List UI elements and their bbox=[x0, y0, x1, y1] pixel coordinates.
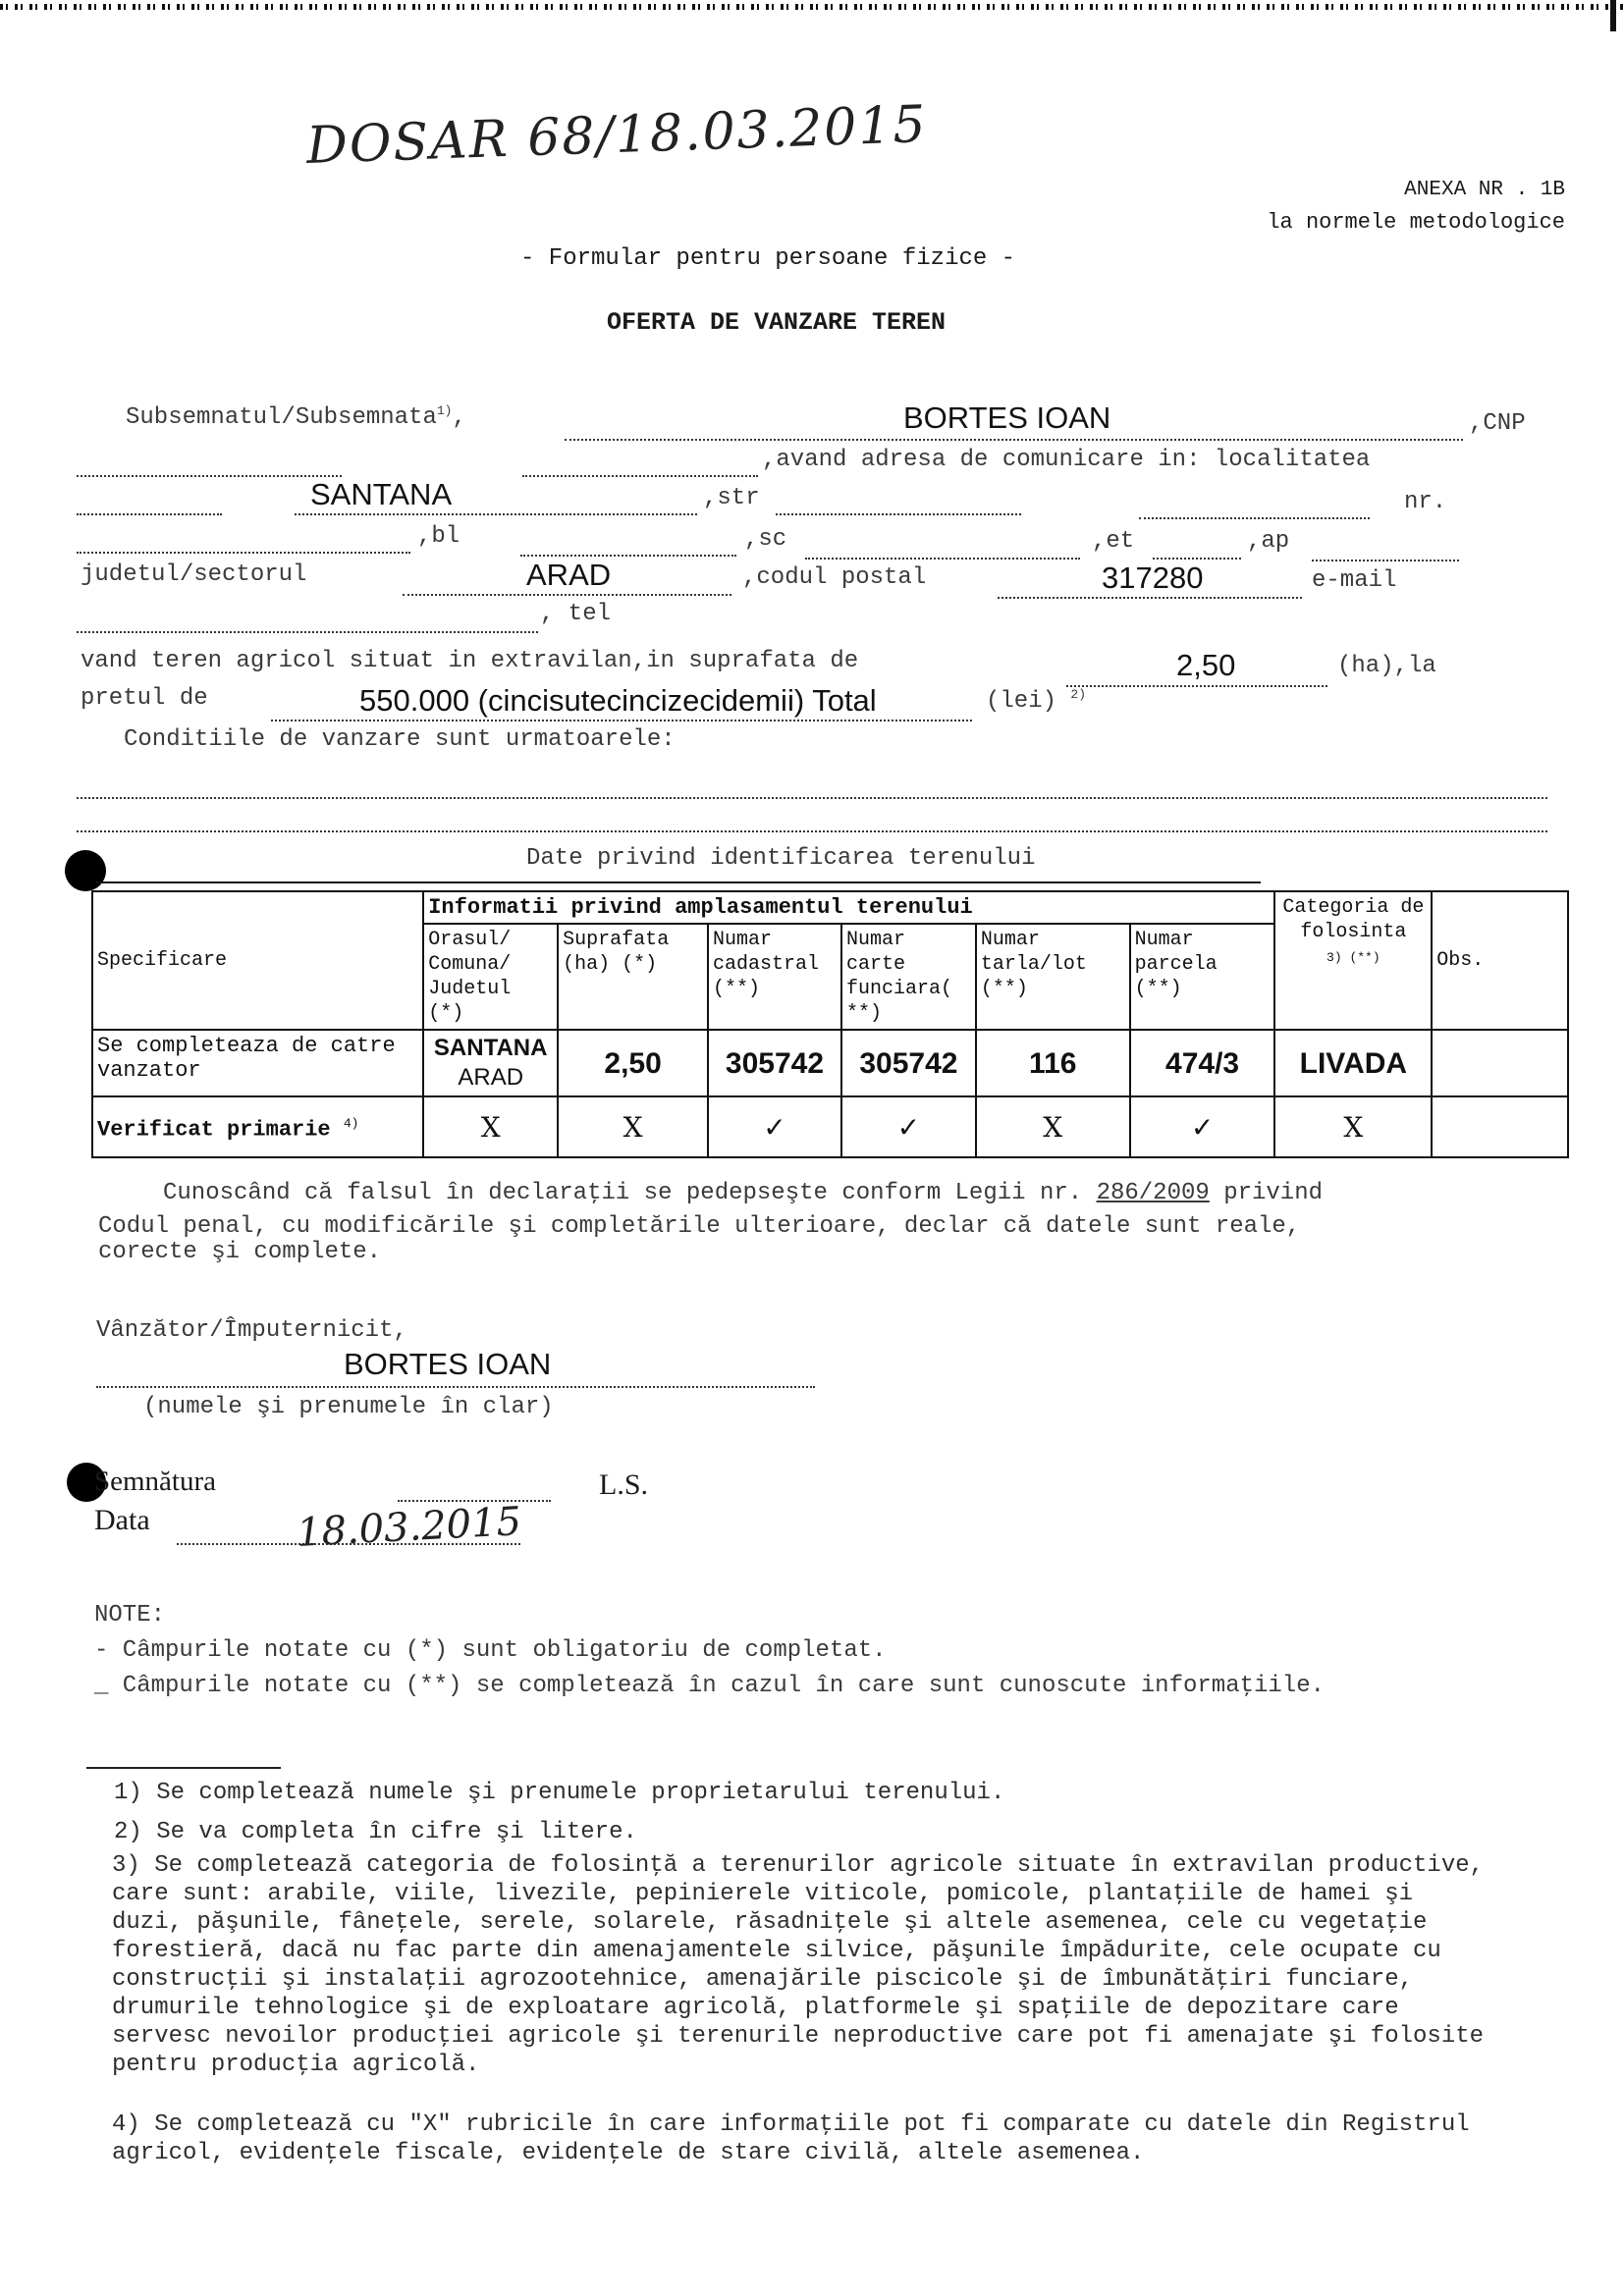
header-locality: Orasul/ Comuna/ Judetul (*) bbox=[423, 924, 558, 1030]
label-conditions: Conditiile de vanzare sunt urmatoarele: bbox=[124, 726, 676, 753]
footnote-4: 4) Se completează cu "X" rubricile în care informaţiile pot fi comparate cu datele din Registrul agricol, evidenţele fiscale, evidenţele de stare civilă, altele asemenea. bbox=[112, 2111, 1470, 2166]
footnote-1: 1) Se completează numele şi prenumele proprietarului terenului. bbox=[114, 1780, 1005, 1806]
cell-obs-verified bbox=[1432, 1096, 1568, 1157]
footnote-3: 3) Se completează categoria de folosinţă a terenurilor agricole situate în extravilan productive, care sunt: arabile, viile, livezile, pepinierele viticole, pomicole, plantaţiile de hamei şi duzi, păşunile, fâneţele, serele, solarele, răsadniţele şi altele asemenea, cele cu vegetaţie forestieră, dacă nu fac parte din amenajamentele silvice, păşunile împădurite, cele ocupate cu construcţii şi instalaţii agrozootehnice, amenajările piscicole şi de îmbunătăţiri funciare, drumurile tehnologice şi de exploatare agricolă, platformele şi spaţiile de depozitare care servesc nevoilor producţiei agricole şi terenurile neproductive care pot fi amenajate şi folosite pentru producţia agricolă. bbox=[112, 1852, 1485, 2078]
label-address: ,avand adresa de comunicare in: localitatea bbox=[762, 447, 1371, 473]
note-required: - Câmpurile notate cu (*) sunt obligatoriu de completat. bbox=[94, 1637, 887, 1664]
seal-label: L.S. bbox=[599, 1468, 649, 1501]
header-specificare: Specificare bbox=[92, 891, 423, 1030]
label-cnp: ,CNP bbox=[1469, 410, 1526, 437]
header-plot-lot: Numar tarla/lot (**) bbox=[976, 924, 1130, 1030]
label-ap: ,ap bbox=[1247, 528, 1290, 555]
check-mark-locality: X bbox=[423, 1096, 558, 1157]
field-postal-code: 317280 bbox=[1102, 561, 1204, 595]
land-identification-table bbox=[91, 890, 1569, 1158]
seller-label: Vânzător/Împuternicit, bbox=[96, 1317, 407, 1344]
table-caption: Date privind identificarea terenului bbox=[526, 845, 1036, 872]
label-price: pretul de bbox=[81, 685, 208, 712]
declaration-line-3: corecte şi complete. bbox=[98, 1239, 382, 1265]
cell-plot-lot: 116 bbox=[976, 1030, 1130, 1096]
check-mark-parcel: ✓ bbox=[1130, 1096, 1275, 1157]
cell-locality: SANTANA ARAD bbox=[423, 1030, 558, 1096]
label-tel: , tel bbox=[540, 601, 612, 627]
row-label-seller: Se completeaza de catre vanzator bbox=[92, 1030, 423, 1096]
date-label: Data bbox=[94, 1504, 150, 1536]
header-land-book: Numar carte funciara( **) bbox=[841, 924, 976, 1030]
label-email: e-mail bbox=[1312, 567, 1397, 594]
cell-parcel: 474/3 bbox=[1130, 1030, 1275, 1096]
header-location-group: Informatii privind amplasamentul terenului bbox=[423, 891, 1274, 924]
label-bl: ,bl bbox=[417, 523, 460, 550]
check-mark-area: X bbox=[558, 1096, 708, 1157]
header-obs: Obs. bbox=[1432, 891, 1568, 1030]
field-full-name: BORTES IOAN bbox=[903, 400, 1111, 435]
date-value-handwritten: 18.03.2015 bbox=[295, 1499, 523, 1556]
punch-hole-mark bbox=[65, 850, 106, 891]
label-judet: judetul/sectorul bbox=[81, 561, 307, 588]
header-area: Suprafata (ha) (*) bbox=[558, 924, 708, 1030]
name-hint: (numele şi prenumele în clar) bbox=[143, 1394, 554, 1420]
label-sc: ,sc bbox=[744, 526, 787, 553]
label-postal-code: ,codul postal bbox=[742, 564, 927, 591]
field-judet: ARAD bbox=[526, 558, 612, 592]
cell-obs bbox=[1432, 1030, 1568, 1096]
label-str: ,str bbox=[703, 485, 760, 511]
seller-name: BORTES IOAN bbox=[344, 1347, 552, 1381]
note-optional: _ Câmpurile notate cu (**) se completează în cazul în care sunt cunoscute informaţiile. bbox=[94, 1673, 1326, 1699]
cell-area: 2,50 bbox=[558, 1030, 708, 1096]
label-subsemnat: Subsemnatul/Subsemnata$^{1)}$, bbox=[126, 403, 466, 431]
signature-label: Semnătura bbox=[94, 1466, 217, 1497]
annex-number: ANEXA NR . 1B bbox=[1404, 179, 1565, 201]
field-localitate: SANTANA bbox=[310, 477, 453, 511]
label-land-sale: vand teren agricol situat in extravilan,in suprafata de bbox=[81, 648, 859, 674]
cell-land-book: 305742 bbox=[841, 1030, 976, 1096]
declaration-line-2: Codul penal, cu modificările şi completările ulterioare, declar că datele sunt reale, bbox=[98, 1213, 1301, 1240]
label-et: ,et bbox=[1092, 528, 1135, 555]
label-lei: (lei) $^{2)}$ bbox=[986, 687, 1087, 715]
scan-edge bbox=[0, 0, 1624, 29]
footnote-2: 2) Se va completa în cifre şi litere. bbox=[114, 1819, 637, 1845]
header-cadastral: Numar cadastral (**) bbox=[708, 924, 841, 1030]
label-ha: (ha),la bbox=[1337, 653, 1436, 679]
check-mark-land-book: ✓ bbox=[841, 1096, 976, 1157]
label-nr: nr. bbox=[1404, 489, 1447, 515]
table-row-seller bbox=[92, 1030, 1568, 1096]
check-mark-plot-lot: X bbox=[976, 1096, 1130, 1157]
declaration-line-1: Cunoscând că falsul în declaraţii se pedepseşte conform Legii nr. 286/2009 privind bbox=[163, 1180, 1324, 1206]
notes-title: NOTE: bbox=[94, 1602, 166, 1629]
field-area: 2,50 bbox=[1176, 648, 1236, 682]
table-row-verified bbox=[92, 1096, 1568, 1157]
row-label-verified: Verificat primarie $^{4)}$ bbox=[92, 1096, 423, 1157]
check-mark-category: X bbox=[1274, 1096, 1432, 1157]
annex-subtitle: la normele metodologice bbox=[1267, 210, 1565, 235]
check-mark-cadastral: ✓ bbox=[708, 1096, 841, 1157]
header-category: Categoria de folosinta 3) (**) bbox=[1274, 891, 1432, 1030]
cell-cadastral: 305742 bbox=[708, 1030, 841, 1096]
form-type: - Formular pentru persoane fizice - bbox=[520, 245, 1016, 272]
field-price: 550.000 (cincisutecincizecidemii) Total bbox=[359, 683, 877, 718]
page-title: OFERTA DE VANZARE TEREN bbox=[607, 308, 947, 337]
handwritten-file-reference: DOSAR 68/18.03.2015 bbox=[305, 94, 929, 177]
cell-category: LIVADA bbox=[1274, 1030, 1432, 1096]
header-parcel: Numar parcela (**) bbox=[1130, 924, 1275, 1030]
